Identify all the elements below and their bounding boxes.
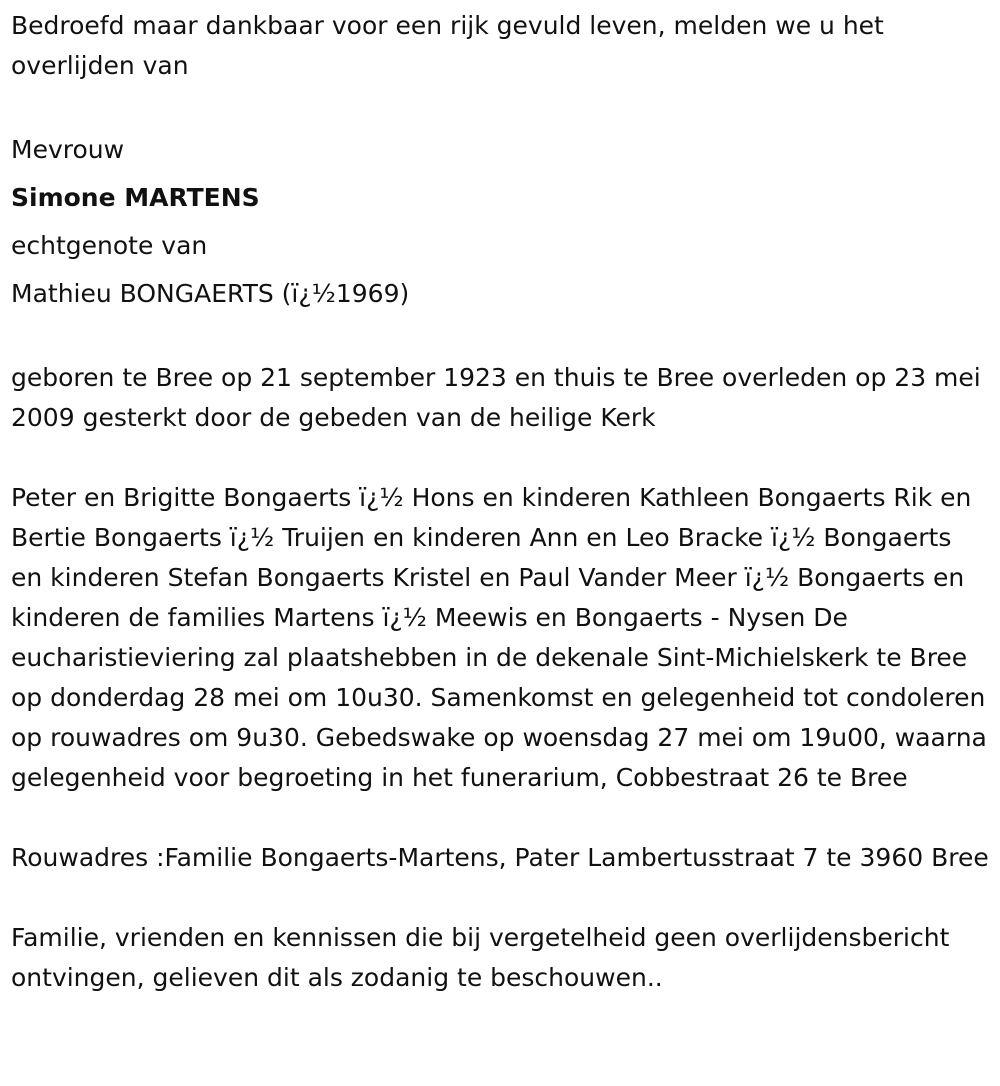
address-text: Rouwadres :Familie Bongaerts-Martens, Pater Lambertusstraat 7 te 3960 Bree (11, 843, 989, 872)
spacer (11, 438, 990, 478)
deceased-name: Simone MARTENS (11, 183, 260, 212)
closing-text: Familie, vrienden en kennissen die bij vergetelheid geen overlijdensbericht ontvingen, gelieven dit als zodanig te beschouwen.. (11, 923, 950, 992)
family-ceremony-text: Peter en Brigitte Bongaerts ï¿½ Hons en kinderen Kathleen Bongaerts Rik en Bertie Bongaerts ï¿½ Truijen en kinderen Ann en Leo Bracke ï¿½ Bongaerts en kinderen Stefan Bongaerts Kristel en Paul Vander Meer ï¿½ Bongaerts en kinderen de families Martens ï¿½ Meewis en Bongaerts - Nysen De eucharistieviering zal plaatshebben in de dekenale Sint-Michielskerk te Bree op donderdag 28 mei om 10u30. Samenkomst en gelegenheid tot condoleren op rouwadres om 9u30. Gebedswake op woensdag 27 mei om 19u00, waarna gelegenheid voor begroeting in het funerarium, Cobbestraat 26 te Bree (11, 483, 987, 792)
title-line: Mevrouw (11, 135, 125, 164)
intro-text: Bedroefd maar dankbaar voor een rijk gevuld leven, melden we u het overlijden van (11, 11, 884, 80)
relation-text: echtgenote van (11, 231, 208, 260)
spacer (11, 798, 990, 838)
spacer (11, 86, 990, 126)
birth-death-text: geboren te Bree op 21 september 1923 en thuis te Bree overleden op 23 mei 2009 gesterkt door de gebeden van de heilige Kerk (11, 363, 981, 432)
deceased-block (11, 126, 990, 318)
spacer (11, 878, 990, 918)
spacer (11, 318, 990, 358)
spouse-name: Mathieu BONGAERTS (ï¿½1969) (11, 279, 410, 308)
